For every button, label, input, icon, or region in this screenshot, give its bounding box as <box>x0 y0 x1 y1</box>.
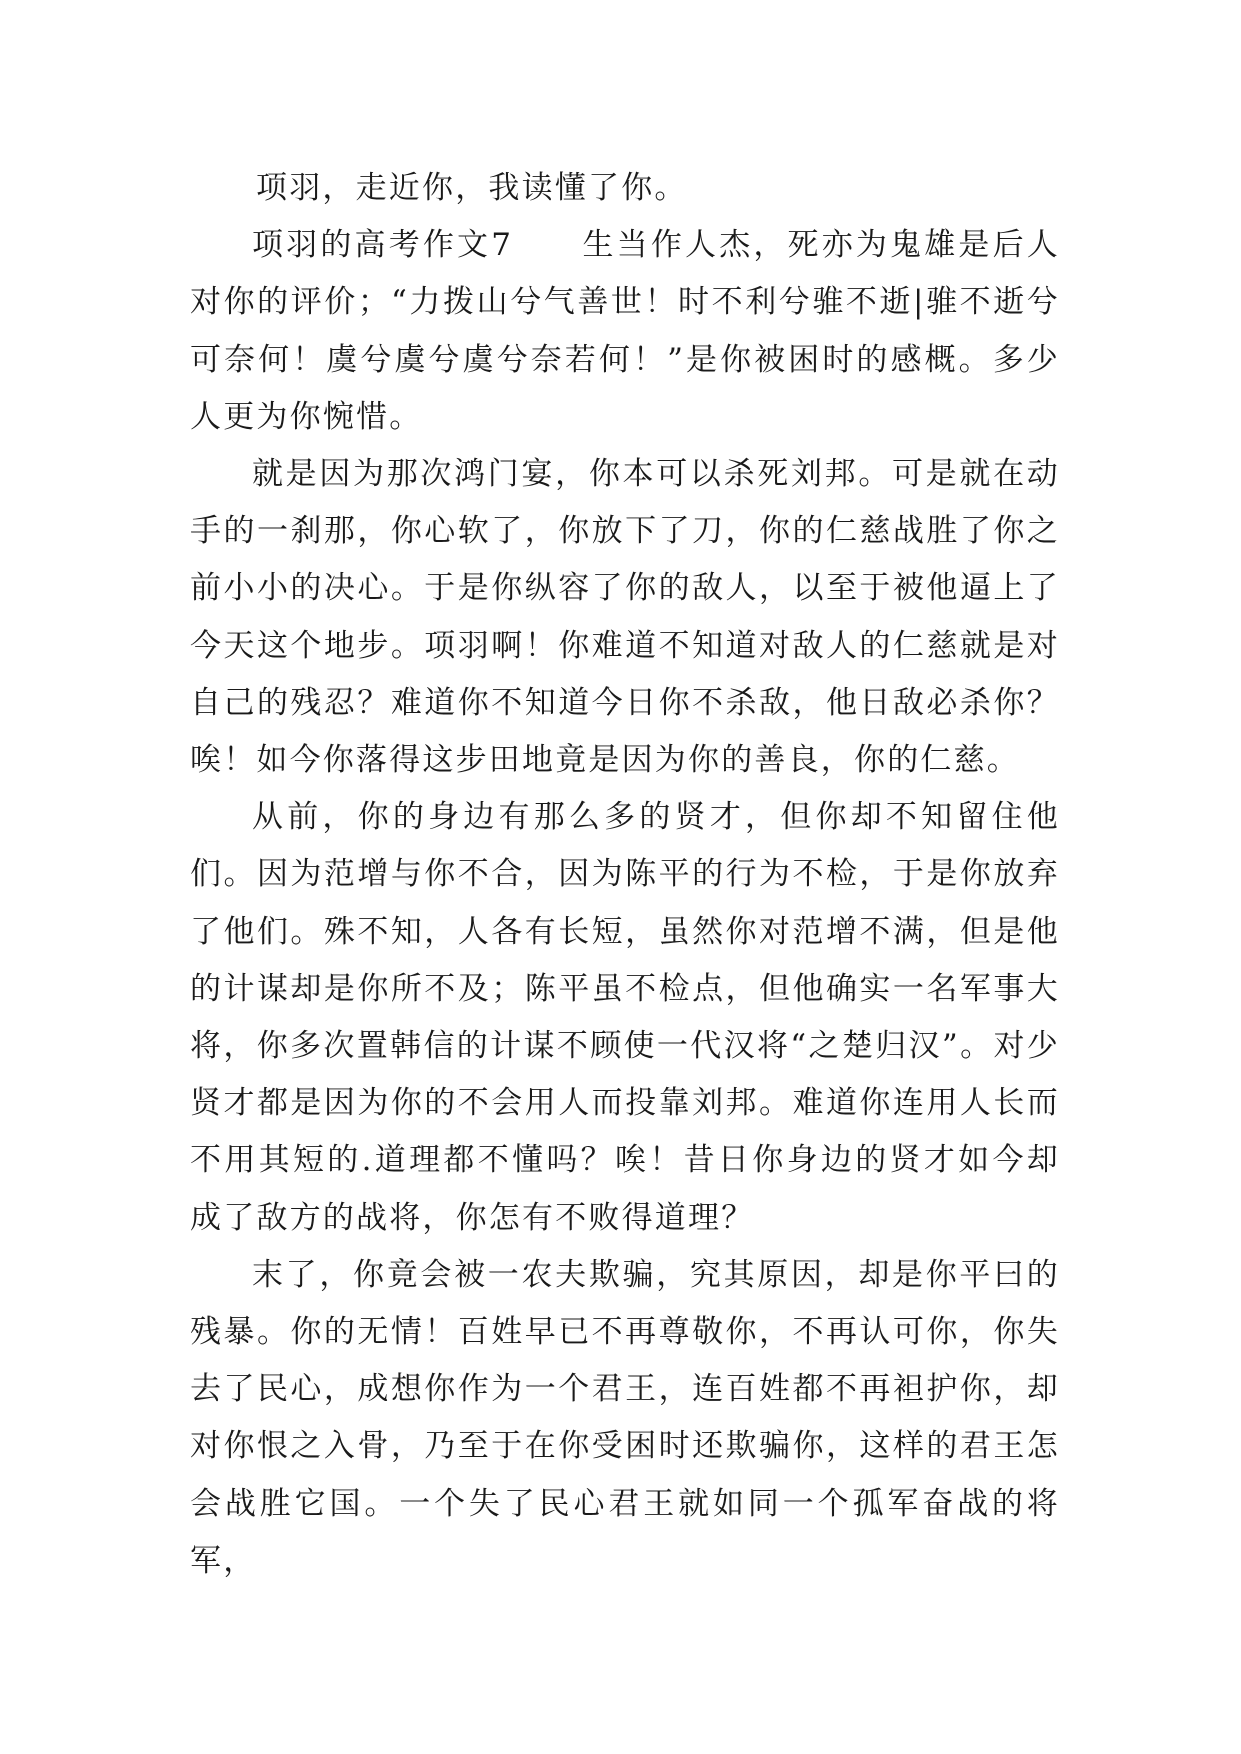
paragraph-4: 从前，你的身边有那么多的贤才，但你却不知留住他们。因为范增与你不合，因为陈平的行为不检，于是你放弃了他们。殊不知，人各有长短，虽然你对范增不满，但是他的计谋却是你所不及；陈平虽不检点，但他确实一名军事大将，你多次置韩信的计谋不顾使一代汉将“之楚归汉”。对少贤才都是因为你的不会用人而投靠刘邦。难道你连用人长而不用其短的.道理都不懂吗？唉！昔日你身边的贤才如今却成了敌方的战将，你怎有不败得道理？ <box>190 799 1060 1236</box>
paragraph-5: 末了，你竟会被一农夫欺骗，究其原因，却是你平曰的残暴。你的无情！百姓早已不再尊敬你，不再认可你，你失去了民心，成想你作为一个君王，连百姓都不再袒护你，却对你恨之入骨，乃至于在你受困时还欺骗你，这样的君王怎会战胜它国。一个失了民心君王就如同一个孤军奋战的将军， <box>190 1256 1060 1579</box>
paragraph-2: 项羽的高考作文7 生当作人杰，死亦为鬼雄是后人对你的评价；“力拨山兮气善世！时不利兮骓不逝|骓不逝兮可奈何！虞兮虞兮虞兮奈若何！”是你被困时的感概。多少人更为你惋惜。 <box>190 227 1060 435</box>
paragraph-3: 就是因为那次鸿门宴，你本可以杀死刘邦。可是就在动手的一刹那，你心软了，你放下了刀，你的仁慈战胜了你之前小小的决心。于是你纵容了你的敌人，以至于被他逼上了今天这个地步。项羽啊！你难道不知道对敌人的仁慈就是对自己的残忍？难道你不知道今日你不杀敌，他日敌必杀你？唉！如今你落得这步田地竟是因为你的善良，你的仁慈。 <box>190 456 1060 779</box>
essay-body <box>190 160 1060 1590</box>
paragraph-1: 项羽，走近你，我读懂了你。 <box>256 170 688 206</box>
